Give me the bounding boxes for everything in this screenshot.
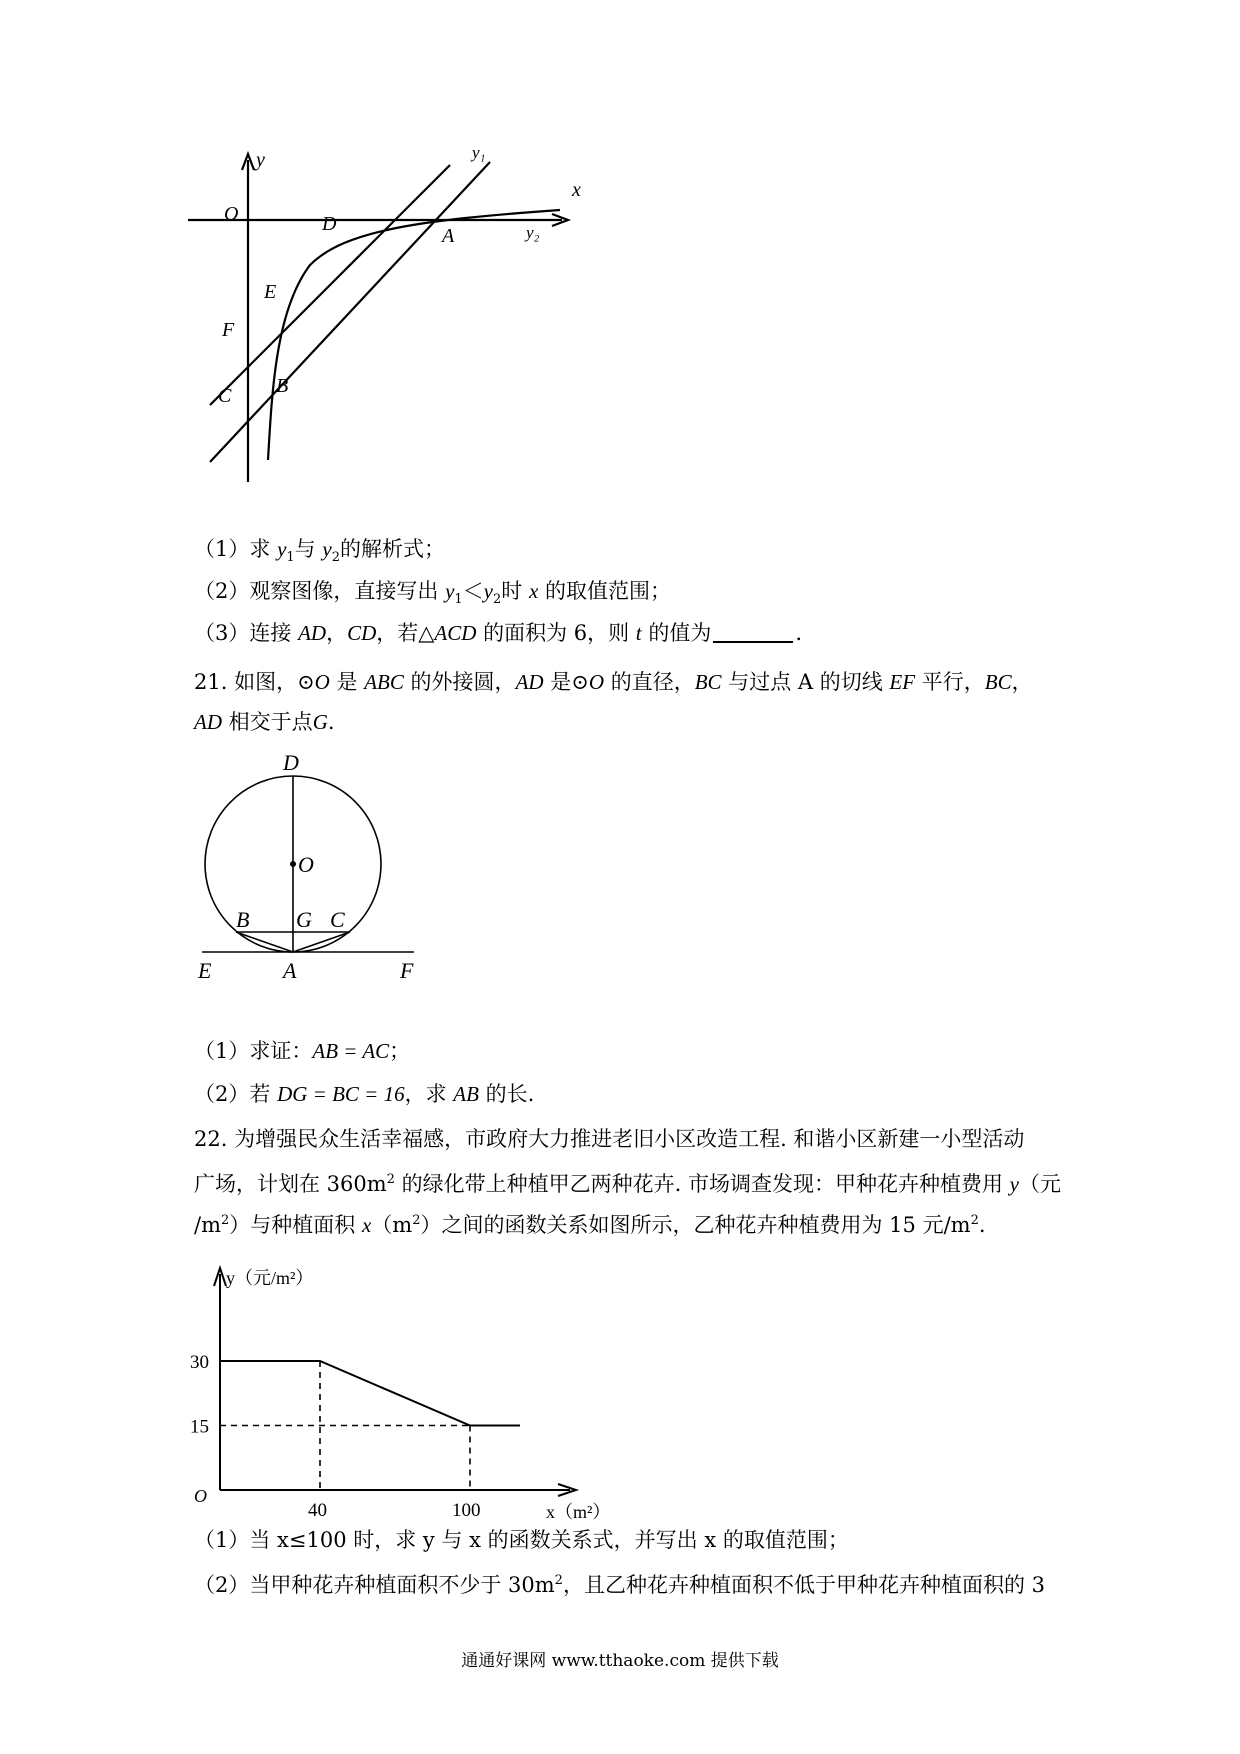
var-x: x (361, 1213, 372, 1237)
equation-dg-bc: DG = BC = 16 (277, 1082, 405, 1106)
label-c: C (330, 907, 345, 932)
segment-ab (236, 932, 293, 952)
segment-ac (293, 932, 350, 952)
seg-ab: AB (453, 1082, 479, 1106)
line-fed (210, 165, 450, 405)
line-ef: EF (889, 670, 916, 694)
circle-o: O (588, 670, 605, 694)
center-dot (290, 861, 296, 867)
label-y2: y₂ (526, 223, 540, 242)
chart-xlabel: x（m²） (546, 1502, 611, 1522)
q22-line1 (194, 1125, 1024, 1153)
q21-text: 的外接圆， (403, 670, 516, 694)
label-d: D (322, 213, 337, 235)
q20-part1-tail: 的解析式； (339, 537, 445, 561)
q21-part2-text: 若 (249, 1082, 278, 1106)
label-b: B (236, 907, 250, 932)
q21-text: 是 (329, 670, 365, 694)
q21-text: 相交于点 (222, 710, 313, 734)
q22-text: ）之间的函数关系如图所示，乙种花卉种植费用为 15 元/m (420, 1213, 971, 1237)
q22-fee-chart (180, 1258, 620, 1522)
label-x: x (572, 179, 581, 201)
seg-bc: BC (694, 670, 722, 694)
q20-function-graph (180, 143, 600, 490)
sub-1: 1 (454, 592, 463, 608)
q20-part2-tail: 时 (501, 579, 529, 603)
line-y1 (210, 162, 490, 462)
q22-text: （元 (1018, 1172, 1061, 1196)
page-footer (0, 1646, 1240, 1671)
y-tick-label: 15 (190, 1416, 209, 1438)
period: . (978, 1213, 986, 1237)
q20-part3-num: （3） (194, 621, 250, 645)
tri-abc: ABC (364, 670, 404, 694)
sub-2: 2 (493, 592, 502, 608)
q20-part1-num: （1） (194, 537, 250, 561)
q22-part2 (194, 1567, 1045, 1599)
seg-ad: AD (515, 670, 544, 694)
label-y: y (256, 149, 265, 171)
q22-text: 的绿化带上种植甲乙两种花卉. 市场调查发现：甲种花卉种植费用 (394, 1172, 1010, 1196)
q20-part1 (194, 535, 445, 572)
sup-2: 2 (386, 1172, 395, 1187)
q21-text: 的直径， (604, 670, 695, 694)
answer-blank[interactable] (713, 621, 793, 643)
label-e: E (264, 281, 277, 303)
period: . (795, 621, 803, 645)
label-a: A (283, 958, 297, 983)
q20-part1-text: 求 (249, 537, 278, 561)
equation-ab-ac: AB = AC (312, 1039, 390, 1063)
var-x: x (528, 579, 539, 603)
seg-ad: AD (298, 621, 327, 645)
q22-text: （m (371, 1213, 413, 1237)
x-tick-label: 40 (308, 1500, 327, 1521)
label-f: F (222, 319, 235, 341)
var-y: y (445, 579, 455, 603)
q21-line2 (194, 708, 335, 736)
q21-circle-diagram (190, 750, 430, 990)
seg-cd: CD (347, 621, 377, 645)
seg-ad: AD (194, 710, 222, 734)
q22-line2 (194, 1166, 1061, 1198)
q21-part2 (194, 1080, 534, 1108)
q21-part1-text: 求证： (249, 1039, 313, 1063)
q20-part2-num: （2） (194, 579, 250, 603)
curve-y2 (268, 210, 560, 460)
sup-2: 2 (970, 1213, 979, 1228)
q20-part2 (194, 577, 671, 614)
q21-part2-mid: ，求 (404, 1082, 454, 1106)
sub-2: 2 (331, 550, 340, 566)
circle-o: O (314, 670, 330, 694)
sub-1: 1 (286, 550, 295, 566)
q21-part1 (194, 1037, 410, 1065)
q22-text: 广场，计划在 360m (194, 1172, 387, 1196)
q22-part2-text: （2）当甲种花卉种植面积不少于 30m (194, 1573, 555, 1597)
q20-part2-tail2: 的取值范围； (538, 579, 671, 603)
semicolon: ； (389, 1039, 411, 1063)
q21-text: 平行， (915, 670, 985, 694)
q22-text: ）与种植面积 (229, 1213, 362, 1237)
label-d: D (283, 750, 299, 775)
tri-acd: ACD (434, 621, 477, 645)
q22-part1-text: （1）当 x≤100 时，求 y 与 x 的函数关系式，并写出 x 的取值范围； (194, 1528, 849, 1552)
q22-line3 (194, 1207, 986, 1239)
label-b: B (276, 375, 289, 397)
var-y: y (1009, 1172, 1019, 1196)
var-y: y (322, 537, 332, 561)
sup-2: 2 (554, 1573, 563, 1588)
q21-text: 与过点 A 的切线 (721, 670, 890, 694)
q22-text: 22. 为增强民众生活幸福感，市政府大力推进老旧小区改造工程. 和谐小区新建一小型活动 (194, 1127, 1025, 1151)
q22-text: /m (194, 1213, 221, 1237)
q21-text: 是⊙ (543, 670, 589, 694)
q20-part3-mid: ，若△ (376, 621, 435, 645)
q21-part1-num: （1） (194, 1039, 250, 1063)
label-g: G (296, 907, 312, 932)
x-tick-label: 100 (452, 1500, 481, 1521)
q22-part1 (194, 1526, 849, 1554)
seg-bc: BC (984, 670, 1012, 694)
q21-part2-end: 的长. (478, 1082, 535, 1106)
label-e: E (198, 958, 212, 983)
q21-text: 21. 如图，⊙ (194, 670, 315, 694)
chart-origin: O (194, 1486, 207, 1506)
label-a: A (442, 225, 455, 247)
sup-2: 2 (221, 1213, 230, 1228)
period: . (327, 710, 335, 734)
comma: ， (326, 621, 348, 645)
q21-text: ， (1011, 670, 1033, 694)
label-c: C (218, 385, 232, 407)
less-than: ＜ (462, 579, 484, 603)
q20-part3-tail: 的值为 (641, 621, 712, 645)
q21-part2-num: （2） (194, 1082, 250, 1106)
q22-part2-text: ，且乙种花卉种植面积不低于甲种花卉种植面积的 3 (562, 1573, 1045, 1597)
footer-text: 通通好课网 www.tthaoke.com 提供下载 (461, 1651, 779, 1671)
var-t: t (635, 621, 642, 645)
series-line (220, 1361, 520, 1426)
label-y1: y₁ (472, 143, 486, 162)
var-y: y (483, 579, 493, 603)
q20-part3-mid2: 的面积为 6，则 (476, 621, 636, 645)
q20-part3-text: 连接 (249, 621, 299, 645)
q20-part2-text: 观察图像，直接写出 (249, 579, 446, 603)
sup-2: 2 (412, 1213, 421, 1228)
chart-ylabel: y（元/m²） (226, 1268, 314, 1288)
var-y: y (277, 537, 287, 561)
label-f: F (400, 958, 414, 983)
point-g: G (312, 710, 328, 734)
label-o: O (224, 203, 239, 225)
q21-line1 (194, 668, 1033, 696)
q20-part1-mid: 与 (294, 537, 323, 561)
q20-part3 (194, 619, 802, 647)
y-tick-label: 30 (190, 1352, 209, 1373)
label-o: O (298, 852, 314, 877)
